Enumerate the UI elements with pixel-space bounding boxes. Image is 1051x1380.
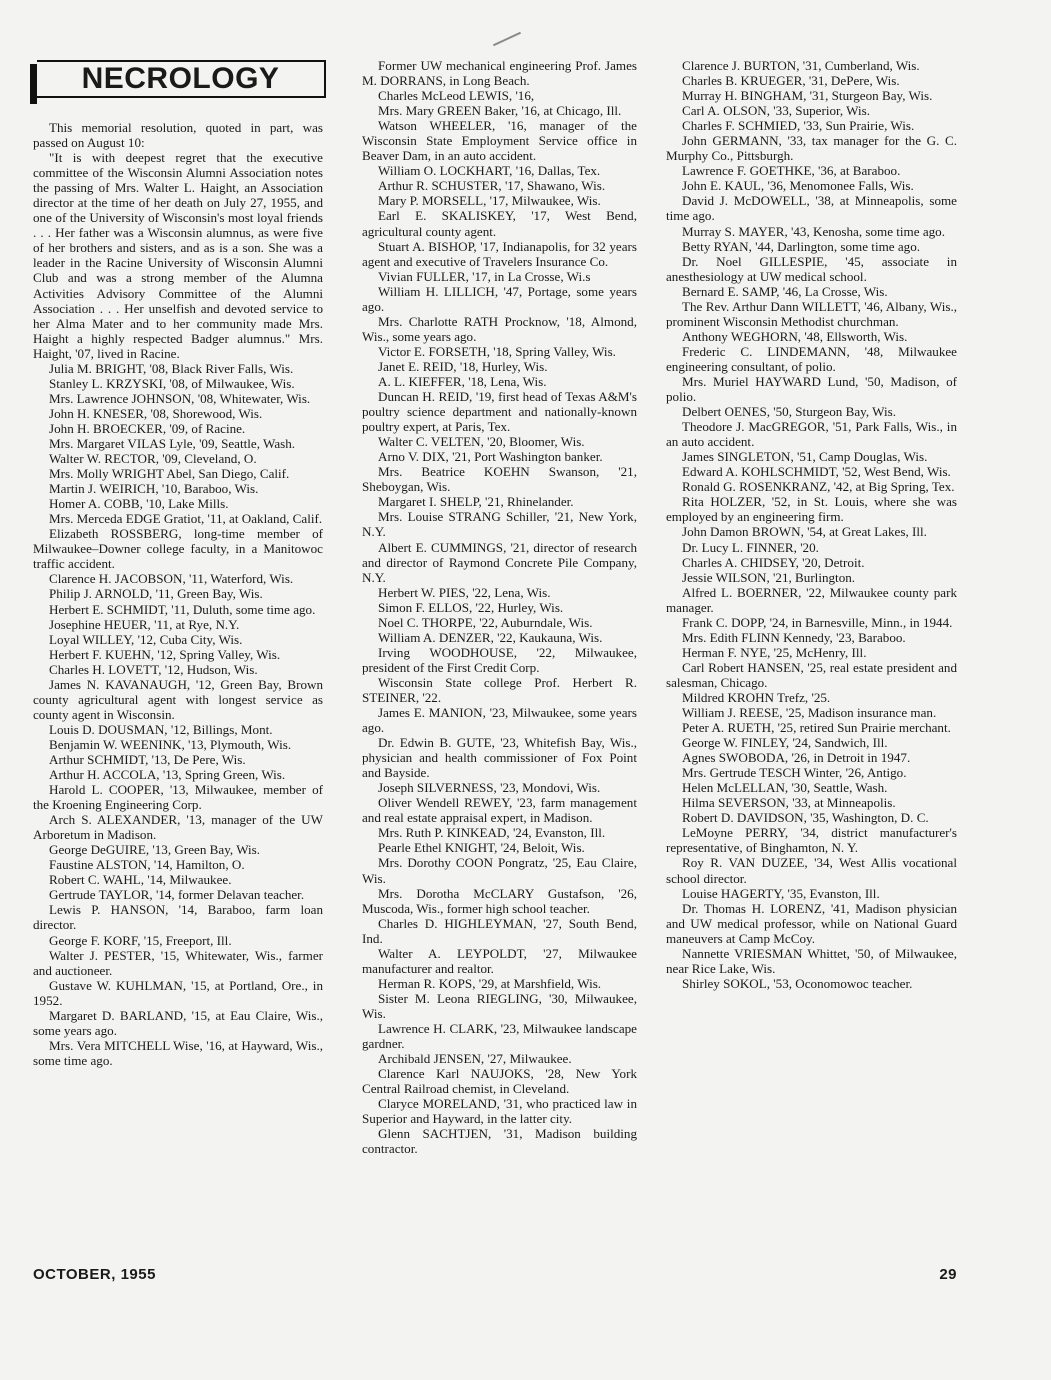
necrology-entry: Lawrence H. CLARK, '23, Milwaukee landscape gardner. (362, 1021, 637, 1052)
necrology-entry: Arch S. ALEXANDER, '13, manager of the UW Arboretum in Madison. (33, 812, 323, 843)
necrology-entry: Frederic C. LINDEMANN, '48, Milwaukee engineering consultant, of polio. (666, 343, 957, 374)
necrology-entry: Mrs. Merceda EDGE Gratiot, '11, at Oakland, Calif. (49, 511, 323, 527)
necrology-entry: Margaret D. BARLAND, '15, at Eau Claire, Wis., some years ago. (33, 1007, 323, 1038)
necrology-entry: Lewis P. HANSON, '14, Baraboo, farm loan director. (33, 902, 323, 933)
necrology-entry: Arthur SCHMIDT, '13, De Pere, Wis. (49, 751, 246, 767)
necrology-entry: Duncan H. REID, '19, first head of Texas A&M's poultry science department and nationally-known poultry expert, at Paris, Tex. (362, 389, 637, 435)
necrology-entry: The Rev. Arthur Dann WILLETT, '46, Albany, Wis., prominent Wisconsin Methodist churchman. (666, 298, 957, 329)
necrology-entry: Elizabeth ROSSBERG, long-time member of Milwaukee–Downer college faculty, in a Manitowoc traffic accident. (33, 526, 323, 572)
necrology-entry: James SINGLETON, '51, Camp Douglas, Wis. (682, 449, 928, 465)
necrology-entry: Charles B. KRUEGER, '31, DePere, Wis. (682, 73, 900, 89)
necrology-entry: Hilma SEVERSON, '33, at Minneapolis. (682, 795, 896, 811)
necrology-entry: Herbert W. PIES, '22, Lena, Wis. (378, 584, 551, 600)
necrology-entry: Jessie WILSON, '21, Burlington. (682, 569, 856, 585)
necrology-entry: Earl E. SKALISKEY, '17, West Bend, agricultural county agent. (362, 208, 637, 239)
necrology-entry: Shirley SOKOL, '53, Oconomowoc teacher. (682, 975, 913, 991)
necrology-entry: Walter W. RECTOR, '09, Cleveland, O. (49, 451, 257, 467)
necrology-entry: William A. DENZER, '22, Kaukauna, Wis. (378, 629, 603, 645)
necrology-entry: George F. KORF, '15, Freeport, Ill. (49, 932, 232, 948)
necrology-entry: Robert D. DAVIDSON, '35, Washington, D. C. (682, 810, 929, 826)
necrology-entry: Josephine HEUER, '11, at Rye, N.Y. (49, 616, 240, 632)
necrology-entry: "It is with deepest regret that the executive committee of the Wisconsin Alumni Association notes the passing of Mrs. Walter L. Haight, an Association director at the time of her death on July 27, 1955, and one of the University of Wisconsin's most loyal friends . . . Her father was a Wisconsin alumnus, as were five of her brothers and sisters, and as is a son. She was a leader in the Racine University of Wisconsin Alumni Club and was a strong member of the Alumna Activities Advisory Committee of the Alumni Association . . . Her unselfish and devoted service to her Alma Mater and to her community made Mrs. Haight a highly respected Badger alumnus." Mrs. Haight, '07, lived in Racine. (33, 150, 323, 361)
necrology-entry: Clarence Karl NAUJOKS, '28, New York Central Railroad chemist, in Cleveland. (362, 1066, 637, 1097)
necrology-entry: Clarence J. BURTON, '31, Cumberland, Wis. (682, 58, 920, 73)
necrology-entry: Carl Robert HANSEN, '25, real estate president and salesman, Chicago. (666, 659, 957, 690)
necrology-entry: Mrs. Ruth P. KINKEAD, '24, Evanston, Ill. (378, 825, 606, 841)
necrology-entry: Harold L. COOPER, '13, Milwaukee, member of the Kroening Engineering Corp. (33, 782, 323, 813)
necrology-entry: Walter A. LEYPOLDT, '27, Milwaukee manufacturer and realtor. (362, 945, 637, 976)
necrology-entry: Oliver Wendell REWEY, '23, farm management and real estate appraisal expert, in Madison. (362, 795, 637, 826)
necrology-entry: Watson WHEELER, '16, manager of the Wisconsin State Employment Service office in Beaver Dam, in an auto accident. (362, 118, 637, 164)
necrology-entry: Gertrude TAYLOR, '14, former Delavan teacher. (49, 887, 305, 903)
necrology-entry: Alfred L. BOERNER, '22, Milwaukee county park manager. (666, 584, 957, 615)
necrology-entry: Walter J. PESTER, '15, Whitewater, Wis., farmer and auctioneer. (33, 947, 323, 978)
necrology-entry: This memorial resolution, quoted in part, was passed on August 10: (33, 120, 323, 151)
necrology-entry: Herman R. KOPS, '29, at Marshfield, Wis. (378, 975, 602, 991)
necrology-entry: John H. KNESER, '08, Shorewood, Wis. (49, 405, 263, 421)
necrology-entry: Charles H. LOVETT, '12, Hudson, Wis. (49, 661, 258, 677)
necrology-entry: Herman F. NYE, '25, McHenry, Ill. (682, 644, 867, 660)
necrology-entry: Dr. Thomas H. LORENZ, '41, Madison physician and UW medical professor, while on National Guard maneuvers at Camp McCoy. (666, 900, 957, 946)
necrology-entry: Mrs. Margaret VILAS Lyle, '09, Seattle, Wash. (49, 435, 296, 451)
necrology-entry: Mrs. Vera MITCHELL Wise, '16, at Hayward, Wis., some time ago. (33, 1037, 323, 1068)
necrology-entry: Mildred KROHN Trefz, '25. (682, 689, 831, 705)
necrology-entry: Charles F. SCHMIED, '33, Sun Prairie, Wis. (682, 118, 915, 134)
column-1 (33, 120, 323, 1068)
necrology-entry: Mrs. Molly WRIGHT Abel, San Diego, Calif. (49, 466, 290, 482)
necrology-entry: Mrs. Beatrice KOEHN Swanson, '21, Sheboygan, Wis. (362, 464, 637, 495)
necrology-entry: Claryce MORELAND, '31, who practiced law in Superior and Hayward, in the latter city. (362, 1096, 637, 1127)
necrology-entry: James E. MANION, '23, Milwaukee, some years ago. (362, 705, 637, 736)
necrology-entry: Albert E. CUMMINGS, '21, director of research and director of Raymond Concrete Pile Company, N.Y. (362, 539, 637, 585)
necrology-entry: Charles D. HIGHLEYMAN, '27, South Bend, Ind. (362, 915, 637, 946)
necrology-entry: George W. FINLEY, '24, Sandwich, Ill. (682, 735, 888, 751)
necrology-entry: Wisconsin State college Prof. Herbert R. STEINER, '22. (362, 674, 637, 705)
necrology-entry: Janet E. REID, '18, Hurley, Wis. (378, 358, 548, 374)
necrology-entry: Former UW mechanical engineering Prof. James M. DORRANS, in Long Beach. (362, 58, 637, 89)
necrology-entry: John H. BROECKER, '09, of Racine. (49, 420, 246, 436)
column-2 (362, 58, 637, 1156)
necrology-entry: William O. LOCKHART, '16, Dallas, Tex. (378, 163, 601, 179)
issue-date: OCTOBER, 1955 (33, 1266, 156, 1283)
necrology-entry: George DeGUIRE, '13, Green Bay, Wis. (49, 842, 261, 858)
necrology-entry: Mrs. Gertrude TESCH Winter, '26, Antigo. (682, 765, 907, 781)
necrology-entry: Mrs. Dorothy COON Pongratz, '25, Eau Claire, Wis. (362, 855, 637, 886)
necrology-entry: Mrs. Lawrence JOHNSON, '08, Whitewater, Wis. (49, 390, 311, 406)
necrology-entry: Mary P. MORSELL, '17, Milwaukee, Wis. (378, 193, 601, 209)
necrology-entry: Joseph SILVERNESS, '23, Mondovi, Wis. (378, 780, 601, 796)
necrology-entry: LeMoyne PERRY, '34, district manufacturer's representative, of Binghamton, N. Y. (666, 825, 957, 856)
necrology-entry: Frank C. DOPP, '24, in Barnesville, Minn., in 1944. (682, 614, 953, 630)
necrology-entry: Dr. Lucy L. FINNER, '20. (682, 539, 819, 555)
necrology-entry: Lawrence F. GOETHKE, '36, at Baraboo. (682, 163, 901, 179)
necrology-entry: Ronald G. ROSENKRANZ, '42, at Big Spring, Tex. (682, 479, 955, 495)
necrology-entry: Charles McLeod LEWIS, '16, (378, 88, 535, 104)
necrology-entry: Sister M. Leona RIEGLING, '30, Milwaukee, Wis. (362, 990, 637, 1021)
necrology-entry: Arno V. DIX, '21, Port Washington banker. (378, 449, 603, 465)
necrology-entry: Irving WOODHOUSE, '22, Milwaukee, president of the First Credit Corp. (362, 644, 637, 675)
column-3 (666, 58, 957, 991)
necrology-entry: Bernard E. SAMP, '46, La Crosse, Wis. (682, 283, 888, 299)
necrology-entry: Julia M. BRIGHT, '08, Black River Falls, Wis. (49, 360, 294, 376)
necrology-entry: Charles A. CHIDSEY, '20, Detroit. (682, 554, 865, 570)
necrology-entry: Mrs. Edith FLINN Kennedy, '23, Baraboo. (682, 629, 906, 645)
necrology-entry: Homer A. COBB, '10, Lake Mills. (49, 496, 229, 512)
necrology-entry: Arthur H. ACCOLA, '13, Spring Green, Wis. (49, 767, 286, 783)
necrology-entry: Mrs. Louise STRANG Schiller, '21, New York, N.Y. (362, 509, 637, 540)
necrology-entry: Margaret I. SHELP, '21, Rhinelander. (378, 494, 574, 510)
necrology-entry: John GERMANN, '33, tax manager for the G. C. Murphy Co., Pittsburgh. (666, 133, 957, 164)
necrology-entry: Benjamin W. WEENINK, '13, Plymouth, Wis. (49, 736, 292, 752)
necrology-entry: Simon F. ELLOS, '22, Hurley, Wis. (378, 599, 564, 615)
necrology-entry: Mrs. Dorotha McCLARY Gustafson, '26, Muscoda, Wis., former high school teacher. (362, 885, 637, 916)
necrology-entry: Louis D. DOUSMAN, '12, Billings, Mont. (49, 721, 273, 737)
necrology-entry: A. L. KIEFFER, '18, Lena, Wis. (378, 373, 547, 389)
necrology-entry: Rita HOLZER, '52, in St. Louis, where she was employed by an engineering firm. (666, 494, 957, 525)
necrology-entry: Roy R. VAN DUZEE, '34, West Allis vocational school director. (666, 855, 957, 886)
necrology-entry: Herbert E. SCHMIDT, '11, Duluth, some time ago. (49, 601, 316, 617)
necrology-entry: Edward A. KOHLSCHMIDT, '52, West Bend, Wis. (682, 464, 951, 480)
pen-mark (493, 32, 521, 46)
necrology-entry: Louise HAGERTY, '35, Evanston, Ill. (682, 885, 880, 901)
necrology-entry: Clarence H. JACOBSON, '11, Waterford, Wis. (49, 571, 294, 587)
necrology-entry: Mrs. Muriel HAYWARD Lund, '50, Madison, of polio. (666, 373, 957, 405)
necrology-entry: John Damon BROWN, '54, at Great Lakes, Ill. (682, 524, 927, 540)
masthead-bar (30, 64, 37, 104)
necrology-entry: Murray S. MAYER, '43, Kenosha, some time ago. (682, 223, 945, 239)
necrology-entry: Theodore J. MacGREGOR, '51, Park Falls, Wis., in an auto accident. (666, 419, 957, 450)
necrology-entry: Betty RYAN, '44, Darlington, some time ago. (682, 238, 921, 254)
necrology-entry: Mrs. Charlotte RATH Procknow, '18, Almond, Wis., some years ago. (362, 313, 637, 344)
necrology-entry: Agnes SWOBODA, '26, in Detroit in 1947. (682, 750, 911, 766)
necrology-entry: Victor E. FORSETH, '18, Spring Valley, Wis. (378, 343, 616, 359)
necrology-entry: Noel C. THORPE, '22, Auburndale, Wis. (378, 614, 593, 630)
necrology-entry: Robert C. WAHL, '14, Milwaukee. (49, 872, 232, 888)
necrology-entry: Walter C. VELTEN, '20, Bloomer, Wis. (378, 434, 585, 450)
necrology-entry: Gustave W. KUHLMAN, '15, at Portland, Ore., in 1952. (33, 977, 323, 1008)
necrology-entry: Philip J. ARNOLD, '11, Green Bay, Wis. (49, 586, 263, 602)
necrology-entry: Delbert OENES, '50, Sturgeon Bay, Wis. (682, 404, 896, 420)
necrology-entry: Vivian FULLER, '17, in La Crosse, Wi.s (378, 268, 591, 284)
necrology-entry: David J. McDOWELL, '38, at Minneapolis, some time ago. (666, 193, 957, 224)
necrology-entry: Herbert F. KUEHN, '12, Spring Valley, Wis. (49, 646, 281, 662)
necrology-entry: Martin J. WEIRICH, '10, Baraboo, Wis. (49, 481, 259, 497)
necrology-entry: Stanley L. KRZYSKI, '08, of Milwaukee, Wis. (49, 375, 295, 391)
necrology-entry: Stuart A. BISHOP, '17, Indianapolis, for 32 years agent and executive of Travelers Insurance Co. (362, 238, 637, 269)
necrology-entry: Arthur R. SCHUSTER, '17, Shawano, Wis. (378, 178, 606, 194)
necrology-entry: Dr. Noel GILLESPIE, '45, associate in anesthesiology at UW medical school. (666, 253, 957, 284)
necrology-entry: Carl A. OLSON, '33, Superior, Wis. (682, 103, 871, 119)
necrology-entry: Mrs. Mary GREEN Baker, '16, at Chicago, Ill. (378, 103, 622, 119)
necrology-entry: Helen McLELLAN, '30, Seattle, Wash. (682, 780, 888, 796)
necrology-entry: William H. LILLICH, '47, Portage, some years ago. (362, 283, 637, 314)
necrology-entry: James N. KAVANAUGH, '12, Green Bay, Brown county agricultural agent with longest service as county agent in Wisconsin. (33, 676, 323, 722)
necrology-entry: Pearle Ethel KNIGHT, '24, Beloit, Wis. (378, 840, 585, 856)
necrology-entry: Glenn SACHTJEN, '31, Madison building contractor. (362, 1126, 637, 1157)
necrology-entry: Archibald JENSEN, '27, Milwaukee. (378, 1051, 572, 1067)
necrology-entry: Loyal WILLEY, '12, Cuba City, Wis. (49, 631, 243, 647)
masthead-box (37, 60, 326, 98)
necrology-entry: William J. REESE, '25, Madison insurance man. (682, 705, 937, 721)
page-number: 29 (939, 1266, 957, 1283)
necrology-entry: Faustine ALSTON, '14, Hamilton, O. (49, 857, 245, 873)
section-masthead (30, 60, 326, 106)
necrology-entry: John E. KAUL, '36, Menomonee Falls, Wis. (682, 178, 914, 194)
necrology-entry: Murray H. BINGHAM, '31, Sturgeon Bay, Wis. (682, 88, 933, 104)
necrology-entry: Peter A. RUETH, '25, retired Sun Prairie merchant. (682, 720, 951, 736)
necrology-entry: Nannette VRIESMAN Whittet, '50, of Milwaukee, near Rice Lake, Wis. (666, 945, 957, 976)
section-title: NECROLOGY (81, 62, 280, 95)
necrology-entry: Dr. Edwin B. GUTE, '23, Whitefish Bay, Wis., physician and health commissioner of Fox Point and Bayside. (362, 735, 637, 781)
necrology-entry: Anthony WEGHORN, '48, Ellsworth, Wis. (682, 328, 908, 344)
